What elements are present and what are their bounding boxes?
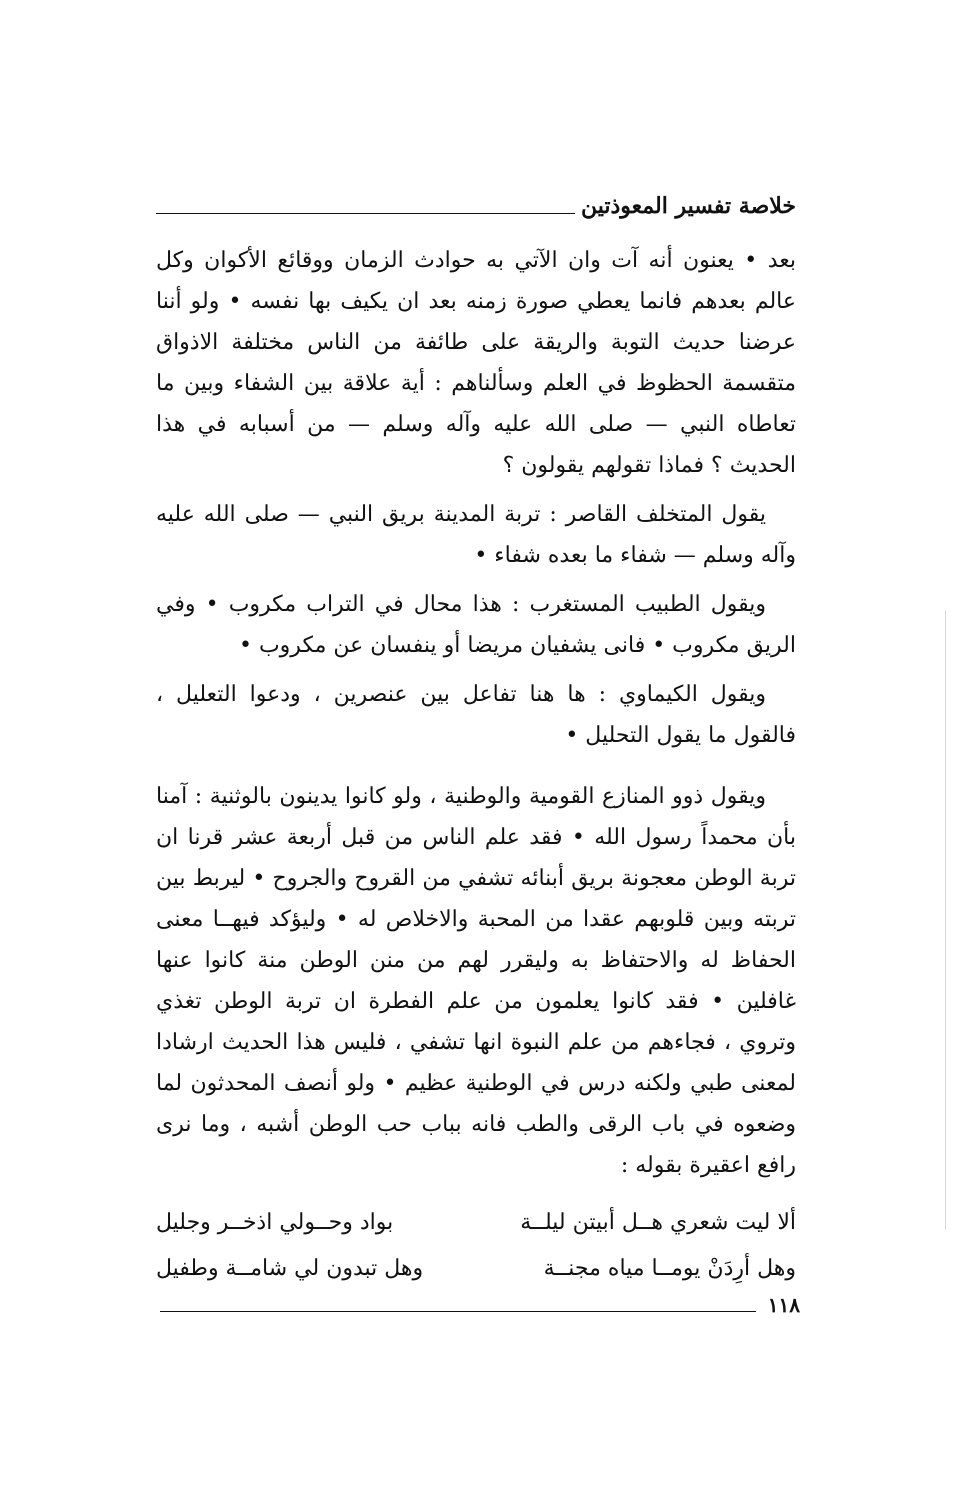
verse-second-hemistich: بواد وحــولي اذخــر وجليل <box>156 1210 394 1235</box>
verse-second-hemistich: وهل تبدون لي شامــة وطفيل <box>156 1256 424 1281</box>
header-rule <box>156 213 575 214</box>
paragraph: ويقول الكيماوي : ها هنا تفاعل بين عنصرين ، ودعوا التعليل ، فالقول ما يقول التحليل • <box>156 682 796 748</box>
page-footer <box>160 1290 800 1320</box>
page-fold-shadow <box>945 610 946 1230</box>
page-body <box>156 240 796 1292</box>
poem-verse <box>156 1246 796 1292</box>
paragraph: ويقول الطبيب المستغرب : هذا محال في التراب مكروب • وفي الريق مكروب • فانى يشفيان مريضا أو ينفسان عن مكروب • <box>156 592 796 658</box>
verse-first-hemistich: ألا ليت شعري هــل أبيتن ليلــة <box>520 1210 796 1235</box>
running-title: خلاصة تفسير المعوذتين <box>581 193 796 219</box>
page-number: ١١٨ <box>767 1293 800 1317</box>
paragraph: بعد • يعنون أنه آت وان الآتي به حوادث الزمان ووقائع الأكوان وكل عالم بعدهم فانما يعطي صورة زمنه بعد ان يكيف بها نفسه • ولو أننا عرضنا حديث التوبة والريقة على طائفة من الناس مختلفة الاذواق متقسمة الحظوظ في العلم وسألناهم : أية علاقة بين الشفاء وبين ما تعاطاه النبي — صلى الله عليه وآله وسلم — من أسبابه في هذا الحديث ؟ فماذا تقولهم يقولون ؟ <box>156 248 796 478</box>
verse-first-hemistich: وهل أرِدَنْ يومــا مياه مجنــة <box>543 1256 796 1281</box>
paragraph: ويقول ذوو المنازع القومية والوطنية ، ولو كانوا يدينون بالوثنية : آمنا بأن محمداً رسول الله • فقد علم الناس من قبل أربعة عشر قرنا ان تربة الوطن معجونة بريق أبنائه تشفي من القروح والجروح • ليربط بين تربته وبين قلوبهم عقدا من المحبة والاخلاص له • وليؤكد فيهــا معنى الحفاظ له والاحتفاظ به وليقرر لهم من منن الوطن منة كانوا عنها غافلين • فقد كانوا يعلمون من علم الفطرة ان تربة الوطن تغذي وتروي ، فجاءهم من علم النبوة انها تشفي ، فليس هذا الحديث ارشادا لمعنى طبي ولكنه درس في الوطنية عظيم • ولو أنصف المحدثون لما وضعوه في باب الرقى والطب فانه بباب حب الوطن أشبه ، وما نرى رافع اعقيرة بقوله : <box>156 784 796 1178</box>
poem-verse <box>156 1200 796 1246</box>
poem <box>156 1200 796 1292</box>
paragraph: يقول المتخلف القاصر : تربة المدينة بريق النبي — صلى الله عليه وآله وسلم — شفاء ما بعده شفاء • <box>156 502 796 568</box>
running-header <box>156 180 796 220</box>
footer-rule <box>160 1311 756 1312</box>
